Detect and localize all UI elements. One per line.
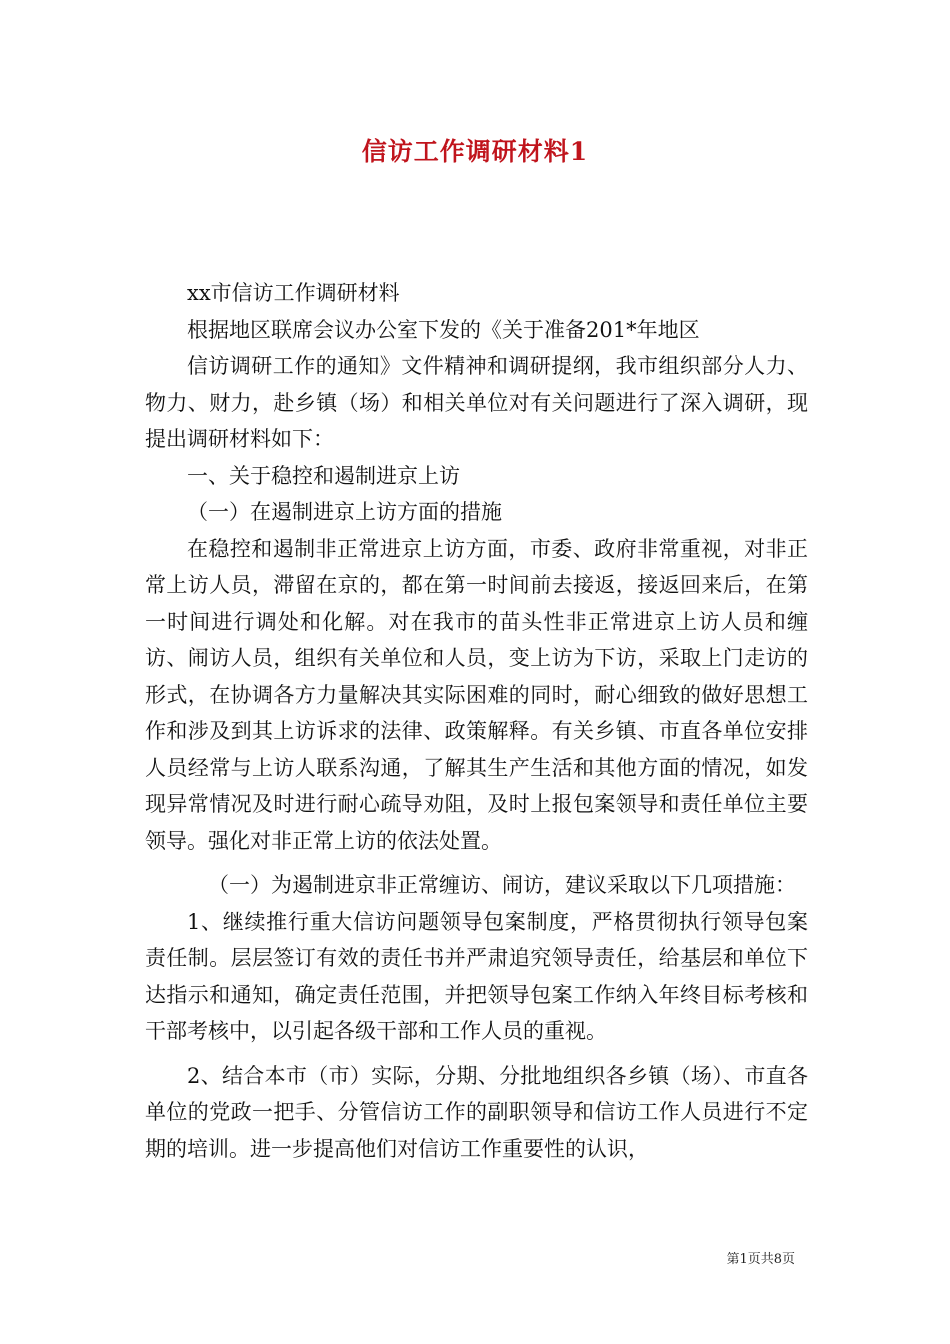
paragraph-intro-2: 信访调研工作的通知》文件精神和调研提纲，我市组织部分人力、物力、财力，赴乡镇（场）和相关单位对有关问题进行了深入调研，现提出调研材料如下： bbox=[145, 354, 808, 451]
document-title: 信访工作调研材料1 bbox=[361, 137, 589, 166]
subsection-heading-2: （一）为遏制进京非正常缠访、闹访，建议采取以下几项措施： bbox=[208, 873, 796, 897]
paragraph-heading: xx市信访工作调研材料 bbox=[187, 281, 400, 305]
section-heading-1: 一、关于稳控和遏制进京上访 bbox=[187, 463, 460, 488]
document-body bbox=[145, 275, 808, 1167]
paragraph-measures: 在稳控和遏制非正常进京上访方面，市委、政府非常重视，对非正常上访人员，滞留在京的，都在第一时间前去接返，接返回来后，在第一时间进行调处和化解。对在我市的苗头性非正常进京上访人员和缠访、闹访人员，组织有关单位和人员，变上访为下访，采取上门走访的形式，在协调各方力量解决其实际困难的同时，耐心细致的做好思想工作和涉及到其上访诉求的法律、政策解释。有关乡镇、市直各单位安排人员经常与上访人联系沟通，了解其生产生活和其他方面的情况，如发现异常情况及时进行耐心疏导劝阻，及时上报包案领导和责任单位主要领导。强化对非正常上访的依法处置。 bbox=[145, 536, 808, 853]
page-number: 第1页共8页 bbox=[726, 1252, 795, 1267]
paragraph-item-1: 1、继续推行重大信访问题领导包案制度，严格贯彻执行领导包案责任制。层层签订有效的责任书并严肃追究领导责任，给基层和单位下达指示和通知，确定责任范围，并把领导包案工作纳入年终目标考核和干部考核中，以引起各级干部和工作人员的重视。 bbox=[145, 909, 808, 1043]
paragraph-item-2: 2、结合本市（市）实际，分期、分批地组织各乡镇（场）、市直各单位的党政一把手、分管信访工作的副职领导和信访工作人员进行不定期的培训。进一步提高他们对信访工作重要性的认识， bbox=[145, 1063, 808, 1161]
paragraph-intro-1: 根据地区联席会议办公室下发的《关于准备201*年地区 bbox=[187, 317, 700, 342]
subsection-heading-1: （一）在遏制进京上访方面的措施 bbox=[187, 500, 502, 524]
